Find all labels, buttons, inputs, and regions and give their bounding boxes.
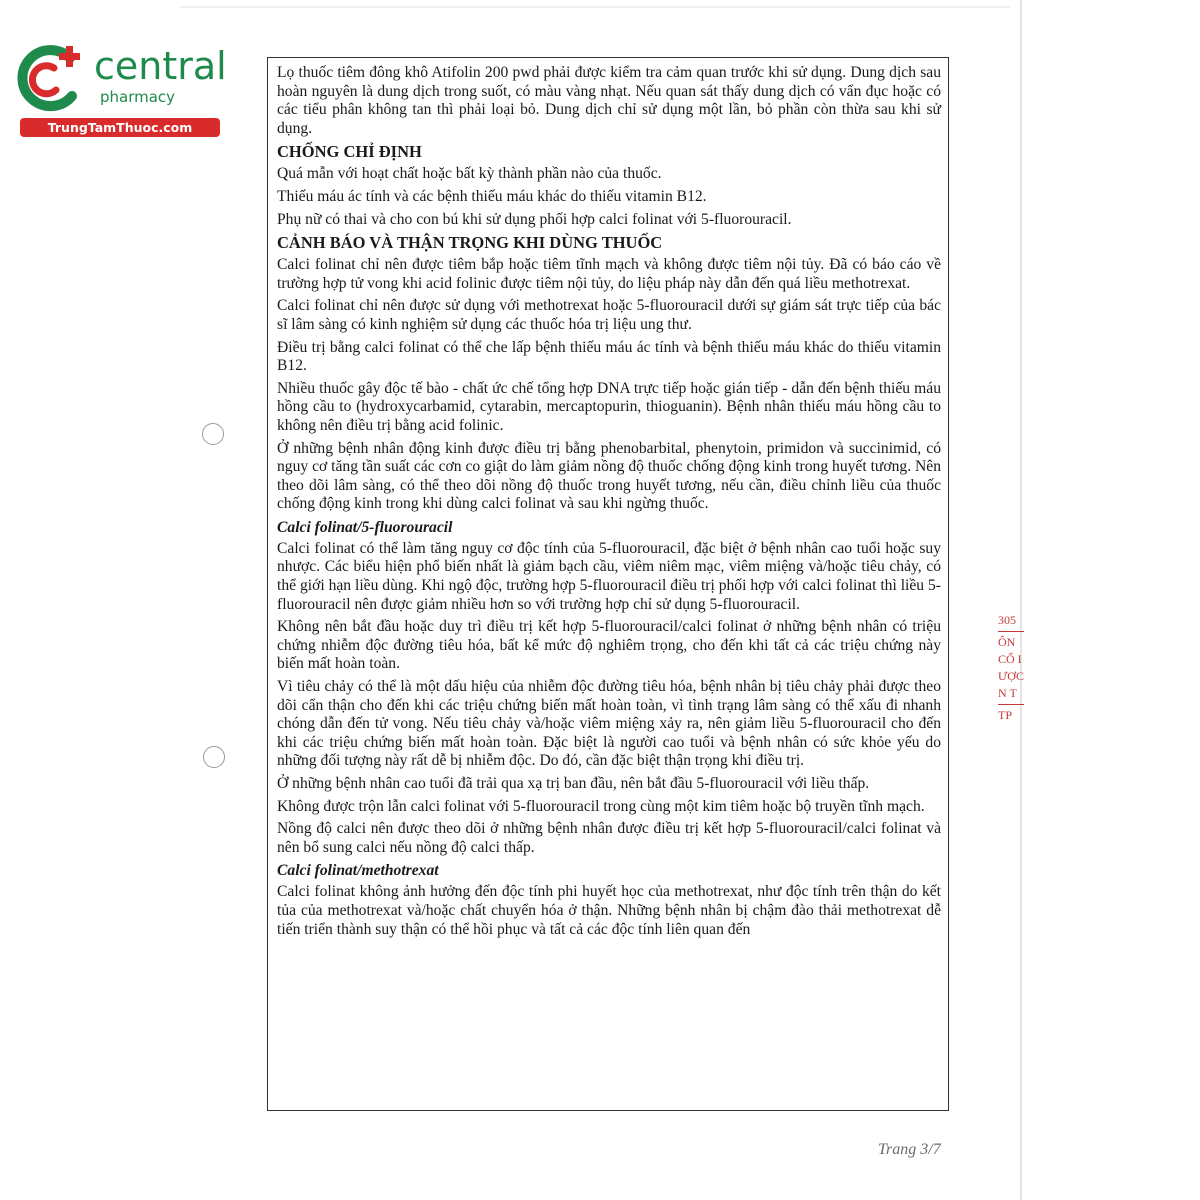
paragraph-warning-1: Calci folinat chỉ nên được tiêm bắp hoặc tiêm tĩnh mạch và không được tiêm nội tủy. Đã có báo cáo về trường hợp tử vong khi acid folinic được tiêm nội tủy, do liệu pháp này dẫn đến quá liều methotrexat. <box>277 256 941 292</box>
page-number: Trang 3/7 <box>878 1141 941 1158</box>
paragraph-warning-4: Nhiều thuốc gây độc tế bào - chất ức chế tổng hợp DNA trực tiếp hoặc gián tiếp - dẫn đến bệnh thiếu máu hồng cầu to (hydroxycarbamid, cytarabin, mercaptopurin, thioguanin). Bệnh nhân thiếu máu hồng cầu to không nên điều trị bằng acid folinic. <box>277 379 941 434</box>
logo-url-badge[interactable]: TrungTamThuoc.com <box>20 118 220 137</box>
red-stamp-fragment <box>998 612 1026 772</box>
stamp-line: TP <box>998 708 1013 722</box>
central-pharmacy-logo[interactable] <box>10 38 227 138</box>
stamp-line: CỔ I <box>998 652 1022 666</box>
paragraph-contraindication-1: Quá mẫn với hoạt chất hoặc bất kỳ thành phần nào của thuốc. <box>277 165 662 183</box>
stamp-line: ƯỢC <box>998 669 1024 683</box>
paragraph-contraindication-2: Thiếu máu ác tính và các bệnh thiếu máu khác do thiếu vitamin B12. <box>277 187 707 205</box>
paragraph-warning-5: Ở những bệnh nhân động kinh được điều trị bằng phenobarbital, phenytoin, primidon và succinimid, có nguy cơ tăng tần suất các cơn co giật do làm giảm nồng độ thuốc chống động kinh trong huyết tương. Nên theo dõi lâm sàng, có thể theo dõi nồng độ thuốc trong huyết tương, nếu cần, điều chỉnh liều của thuốc chống động kinh trong khi dùng calci folinat và sau khi ngừng thuốc. <box>277 439 941 513</box>
subheading-calci-folinat-5fu: Calci folinat/5-fluorouracil <box>277 518 453 536</box>
paragraph-5fu-6: Nồng độ calci nên được theo dõi ở những bệnh nhân được điều trị kết hợp 5-fluorouracil/calci folinat và nên bổ sung calci nếu nồng độ calci thấp. <box>277 820 941 856</box>
paragraph-warning-3: Điều trị bằng calci folinat có thể che lấp bệnh thiếu máu ác tính và bệnh thiếu máu khác do thiếu vitamin B12. <box>277 338 941 375</box>
heading-warnings-precautions: CẢNH BÁO VÀ THẬN TRỌNG KHI DÙNG THUỐC <box>277 233 663 253</box>
stamp-line: 305 <box>998 613 1016 627</box>
punch-hole-top <box>202 423 224 445</box>
subheading-calci-folinat-methotrexat: Calci folinat/methotrexat <box>277 862 439 880</box>
scan-top-edge <box>180 6 1010 8</box>
stamp-rule <box>998 704 1024 705</box>
paragraph-reconstitution: Lọ thuốc tiêm đông khô Atifolin 200 pwd phải được kiểm tra cảm quan trước khi sử dụng. Dung dịch sau hoàn nguyên là dung dịch trong suốt, có màu vàng nhạt. Nếu quan sát thấy dung dịch có vẩn đục hoặc có các tiểu phân không tan thì phải loại bỏ. Dung dịch chỉ sử dụng một lần, bỏ phần còn thừa sau khi sử dụng. <box>277 64 941 137</box>
paragraph-5fu-2: Không nên bắt đầu hoặc duy trì điều trị kết hợp 5-fluorouracil/calci folinat ở những bệnh nhân có triệu chứng nhiễm độc đường tiêu hóa, bất kể mức độ nghiêm trọng, cho đến khi tất cả các triệu chứng này biến mất hoàn toàn. <box>277 618 941 673</box>
heading-contraindications: CHỐNG CHỈ ĐỊNH <box>277 142 422 162</box>
paragraph-contraindication-3: Phụ nữ có thai và cho con bú khi sử dụng phối hợp calci folinat với 5-fluorouracil. <box>277 210 792 228</box>
paragraph-warning-2: Calci folinat chỉ nên được sử dụng với methotrexat hoặc 5-fluorouracil dưới sự giám sát trực tiếp của bác sĩ lâm sàng có kinh nghiệm sử dụng các thuốc hóa trị liệu ung thư. <box>277 297 941 333</box>
pharmacy-cross-icon <box>10 38 90 118</box>
paragraph-5fu-4: Ở những bệnh nhân cao tuổi đã trải qua xạ trị ban đầu, nên bắt đầu 5-fluorouracil với liều thấp. <box>277 775 870 792</box>
scan-right-edge <box>1020 0 1022 1200</box>
logo-subtitle: pharmacy <box>100 88 176 106</box>
stamp-line: N T <box>998 686 1017 700</box>
logo-name: central <box>94 44 227 88</box>
punch-hole-bottom <box>203 746 225 768</box>
paragraph-5fu-5: Không được trộn lẫn calci folinat với 5-fluorouracil trong cùng một kim tiêm hoặc bộ truyền tĩnh mạch. <box>277 797 925 815</box>
document-content-frame <box>267 57 949 1111</box>
stamp-rule <box>998 631 1024 632</box>
paragraph-5fu-1: Calci folinat có thể làm tăng nguy cơ độc tính của 5-fluorouracil, đặc biệt ở bệnh nhân cao tuổi hoặc suy nhược. Các biểu hiện phổ biến nhất là giảm bạch cầu, viêm niêm mạc, viêm miệng và/hoặc tiêu chảy, có thể giới hạn liều dùng. Khi ngộ độc, trường hợp 5-fluorouracil điều trị phối hợp với calci folinat thì liều 5-fluorouracil nên được giảm nhiều hơn so với trường hợp chỉ sử dụng 5-fluorouracil. <box>277 539 941 613</box>
stamp-line: ÔN <box>998 635 1016 649</box>
paragraph-5fu-3: Vì tiêu chảy có thể là một dấu hiệu của nhiễm độc đường tiêu hóa, bệnh nhân bị tiêu chảy phải được theo dõi cẩn thận cho đến khi các triệu chứng biến mất hoàn toàn, vì tình trạng lâm sàng có thể xấu đi nhanh chóng dẫn đến tử vong. Nếu tiêu chảy và/hoặc viêm miệng xảy ra, nên giảm liều 5-fluorouracil cho đến khi các triệu chứng biến mất hoàn toàn. Đặc biệt là người cao tuổi và bệnh nhân có sức khỏe yếu do những đối tượng này rất dễ bị nhiễm độc. Do đó, cần đặc biệt thận trọng khi điều trị. <box>277 678 941 770</box>
paragraph-methotrexat-1: Calci folinat không ảnh hưởng đến độc tính phi huyết học của methotrexat, như độc tính trên thận do kết tủa của methotrexat và/hoặc chất chuyển hóa ở thận. Những bệnh nhân bị chậm đào thải methotrexat dễ tiến triển thành suy thận có thể hồi phục và tất cả các độc tính liên quan đến <box>277 883 941 938</box>
